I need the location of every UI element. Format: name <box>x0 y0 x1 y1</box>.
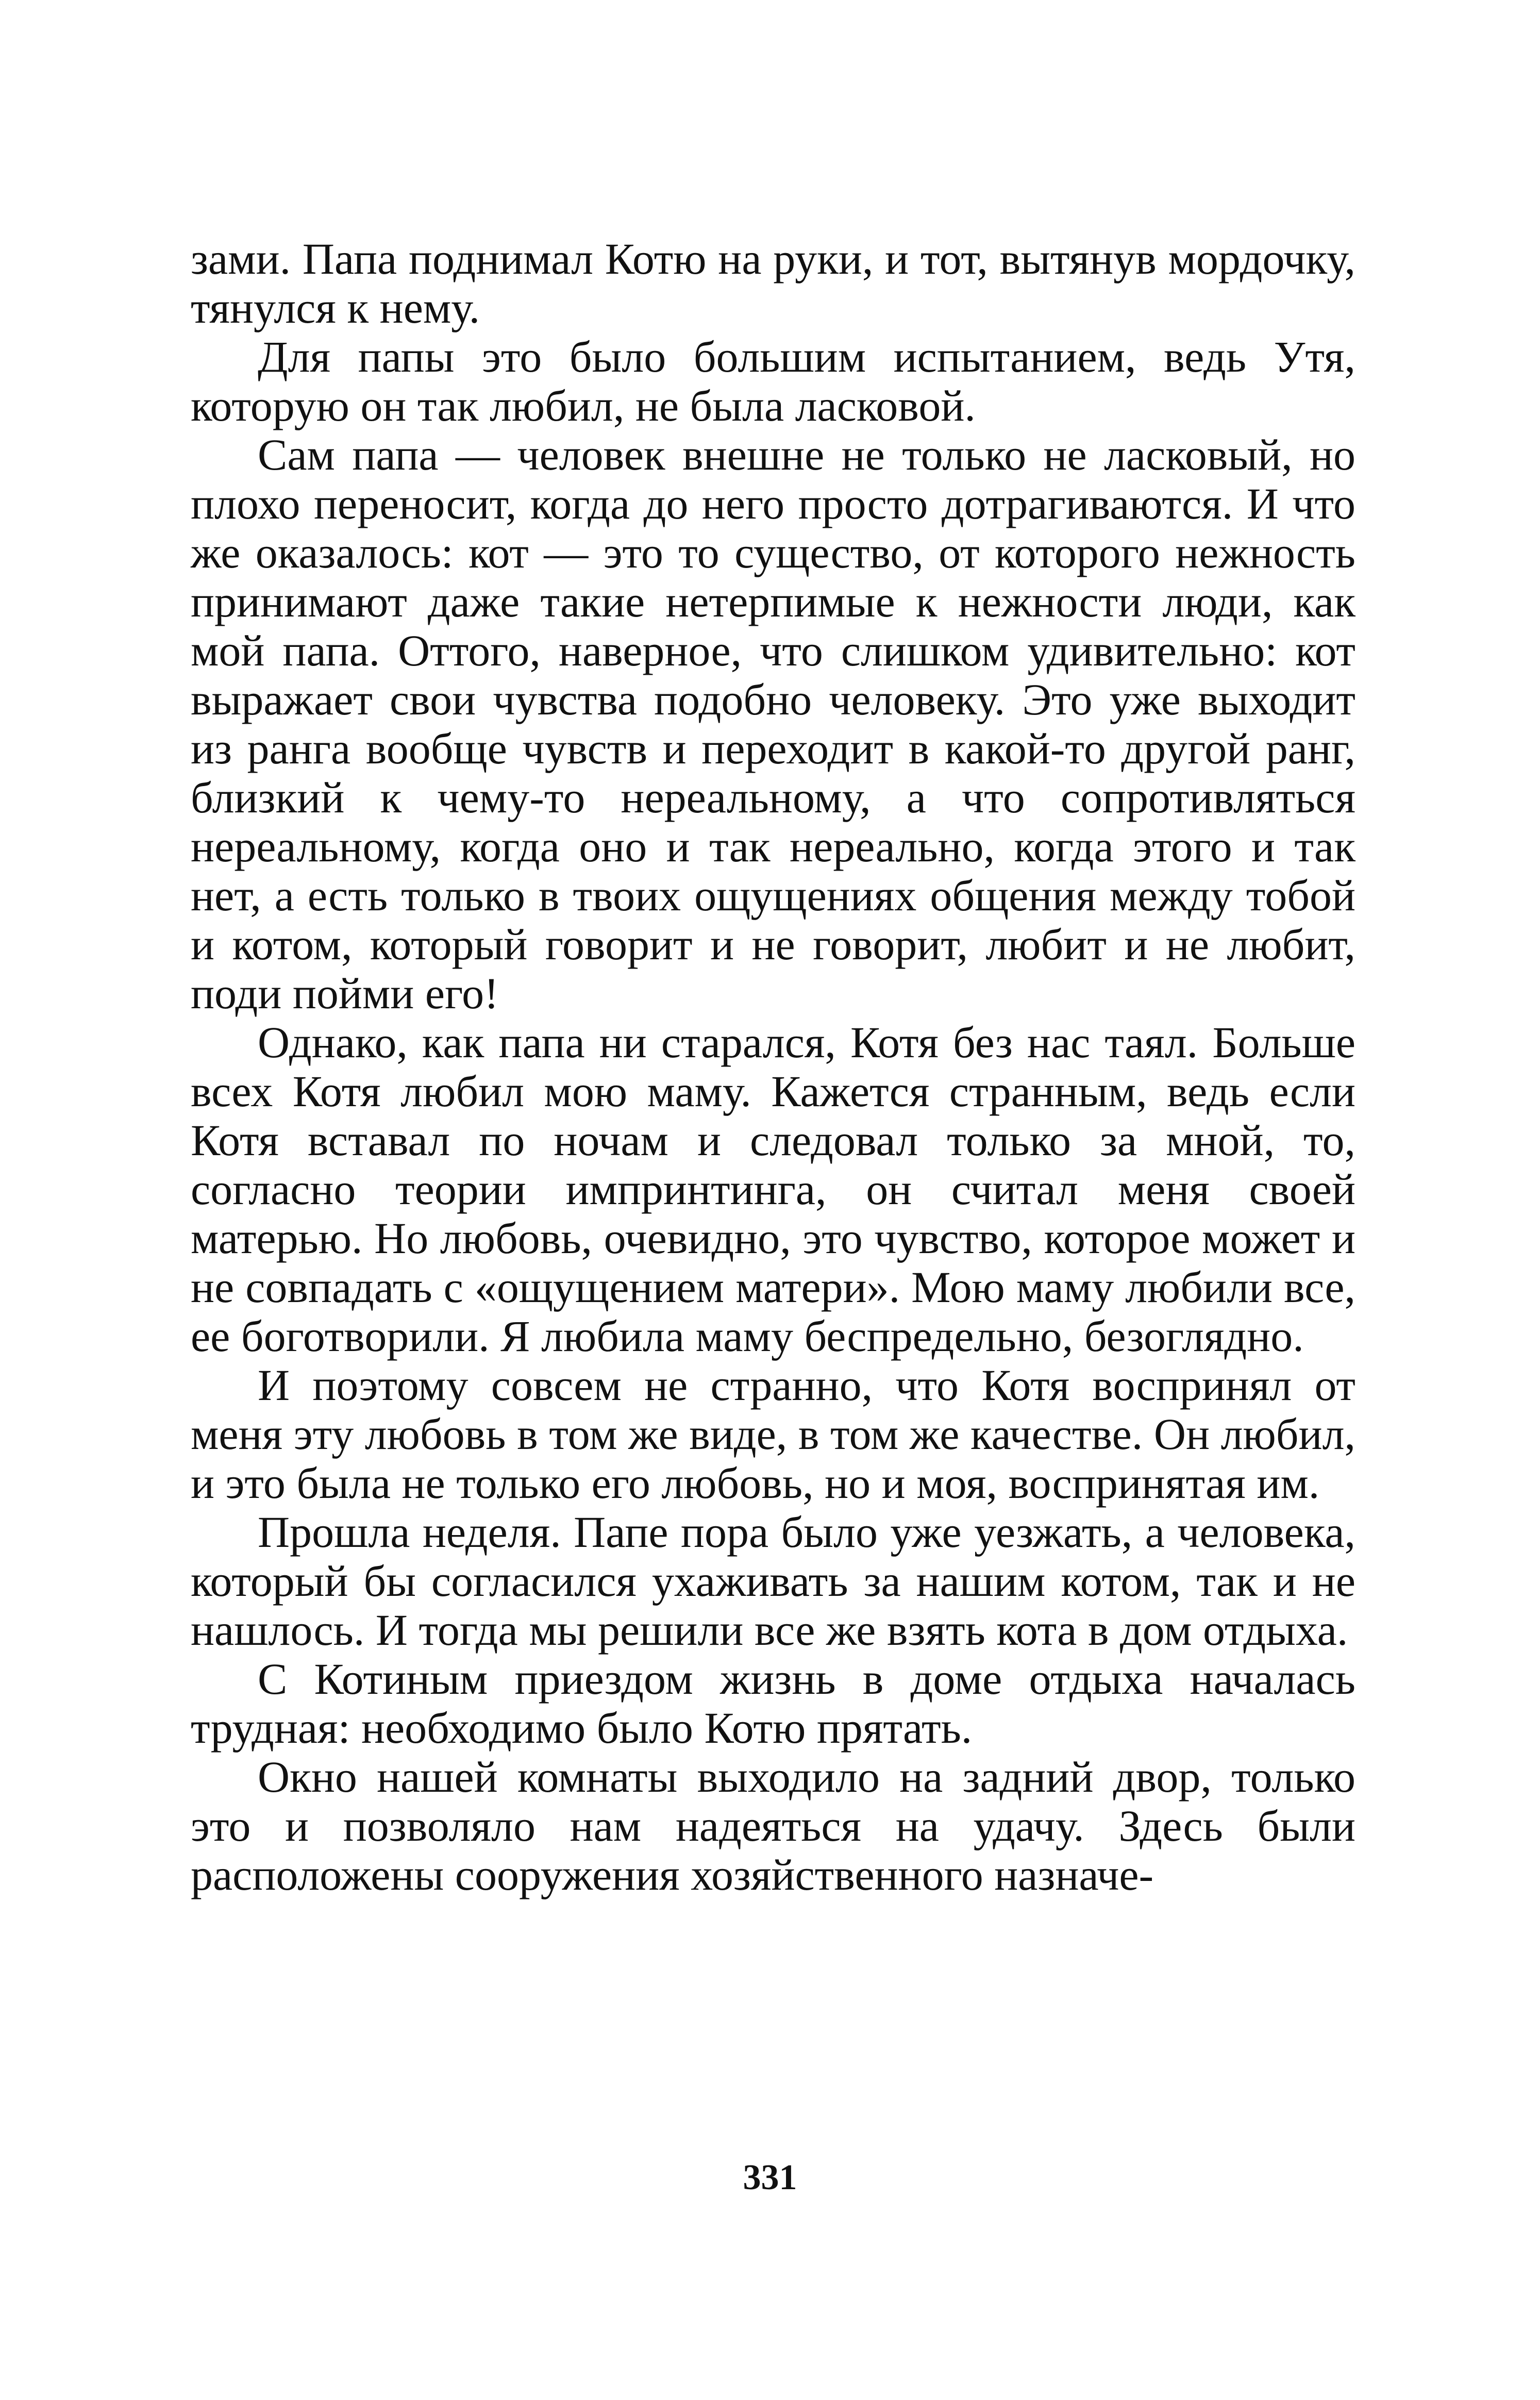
paragraph: Для папы это было большим испытанием, ведь Утя, которую он так любил, не была ласковой. <box>191 332 1355 430</box>
paragraph: С Котиным приездом жизнь в доме отдыха началась трудная: необходимо было Котю прятать. <box>191 1654 1355 1753</box>
paragraph: зами. Папа поднимал Котю на руки, и тот, вытянув мордочку, тянулся к нему. <box>191 234 1355 332</box>
page-number: 331 <box>743 2158 797 2197</box>
paragraph: Окно нашей комнаты выходило на задний двор, только это и позволяло нам надеяться на удачу. Здесь были расположены сооружения хозяйственного назначе- <box>191 1752 1355 1899</box>
paragraph: Прошла неделя. Папе пора было уже уезжать, а человека, который бы согласился ухаживать за нашим котом, так и не нашлось. И тогда мы решили все же взять кота в дом отдыха. <box>191 1507 1355 1655</box>
paragraph: Сам папа — человек внешне не только не ласковый, но плохо переносит, когда до него просто дотрагиваются. И что же оказалось: кот — это то существо, от которого нежность принимают даже такие нетерпимые к нежности люди, как мой папа. Оттого, наверное, что слишком удивительно: кот выражает свои чувства подобно человеку. Это уже выходит из ранга вообще чувств и переходит в какой-то другой ранг, близкий к чему-то нереальному, а что сопротивляться нереальному, когда оно и так нереально, когда этого и так нет, а есть только в твоих ощущениях общения между тобой и котом, который говорит и не говорит, любит и не любит, поди пойми его! <box>191 430 1355 1018</box>
paragraph: Однако, как папа ни старался, Котя без нас таял. Больше всех Котя любил мою маму. Кажется странным, ведь если Котя вставал по ночам и следовал только за мной, то, согласно теории импринтинга, он считал меня своей матерью. Но любовь, очевидно, это чувство, которое может и не совпадать с «ощущением матери». Мою маму любили все, ее боготворили. Я любила маму беспредельно, безоглядно. <box>191 1018 1355 1361</box>
body-text <box>191 235 1355 1899</box>
paragraph: И поэтому совсем не странно, что Котя воспринял от меня эту любовь в том же виде, в том же качестве. Он любил, и это была не только его любовь, но и моя, воспринятая им. <box>191 1360 1355 1508</box>
